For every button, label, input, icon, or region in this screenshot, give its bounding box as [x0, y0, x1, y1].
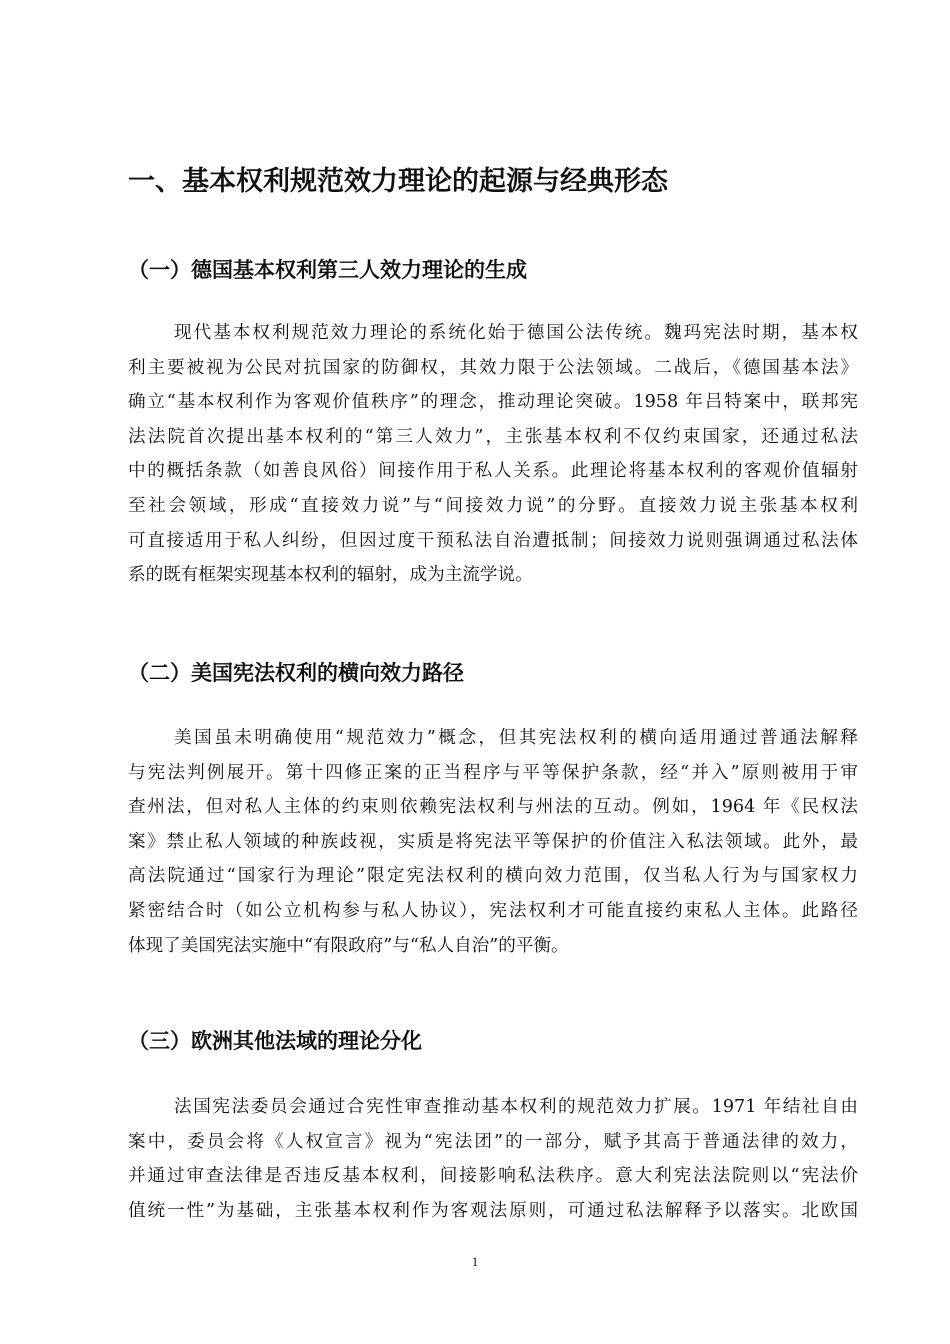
page-number: 1	[471, 1254, 479, 1269]
paragraph-line: 法法院首次提出基本权利的“第三人效力”，主张基本权利不仅约束国家，还通过私法	[128, 426, 858, 447]
paragraph-line: 中的概括条款（如善良风俗）间接作用于私人关系。此理论将基本权利的客观价值辐射	[128, 461, 858, 482]
paragraph-line: 查州法，但对私人主体的约束则依赖宪法权利与州法的互动。例如，1964 年《民权法	[128, 797, 858, 818]
subsection-heading-2: （二）美国宪法权利的横向效力路径	[128, 661, 464, 685]
subsection-heading-3: （三）欧洲其他法域的理论分化	[128, 1029, 422, 1053]
paragraph-1	[128, 316, 858, 593]
subsection-heading-1: （一）德国基本权利第三人效力理论的生成	[128, 258, 527, 282]
paragraph-line: 并通过审查法律是否违反基本权利，间接影响私法秩序。意大利宪法法院则以“宪法价	[128, 1166, 858, 1187]
paragraph-line: 与宪法判例展开。第十四修正案的正当程序与平等保护条款，经“并入”原则被用于审	[128, 762, 858, 783]
paragraph-line: 值统一性”为基础，主张基本权利作为客观法原则，可通过私法解释予以落实。北欧国	[128, 1200, 858, 1221]
paragraph-3	[128, 1090, 858, 1228]
paragraph-line: 体现了美国宪法实施中“有限政府”与“私人自治”的平衡。	[128, 935, 569, 956]
section-heading: 一、基本权利规范效力理论的起源与经典形态	[128, 166, 668, 197]
paragraph-line: 可直接适用于私人纠纷，但因过度干预私法自治遭抵制；间接效力说则强调通过私法体	[128, 530, 858, 551]
paragraph-line: 案》禁止私人领域的种族歧视，实质是将宪法平等保护的价值注入私法领域。此外，最	[128, 831, 858, 852]
paragraph-line: 利主要被视为公民对抗国家的防御权，其效力限于公法领域。二战后，《德国基本法》	[128, 357, 858, 378]
paragraph-line: 法国宪法委员会通过合宪性审查推动基本权利的规范效力扩展。1971 年结社自由	[174, 1097, 858, 1117]
paragraph-2	[128, 721, 858, 963]
paragraph-line: 至社会领域，形成“直接效力说”与“间接效力说”的分野。直接效力说主张基本权利	[128, 495, 858, 516]
paragraph-line: 确立“基本权利作为客观价值秩序”的理念，推动理论突破。1958 年吕特案中，联邦宪	[128, 392, 858, 413]
paragraph-line: 高法院通过“国家行为理论”限定宪法权利的横向效力范围，仅当私人行为与国家权力	[128, 866, 858, 887]
paragraph-line: 现代基本权利规范效力理论的系统化始于德国公法传统。魏玛宪法时期，基本权	[174, 323, 858, 343]
paragraph-line: 美国虽未明确使用“规范效力”概念，但其宪法权利的横向适用通过普通法解释	[174, 728, 858, 748]
paragraph-line: 紧密结合时（如公立机构参与私人协议），宪法权利才可能直接约束私人主体。此路径	[128, 900, 858, 921]
paragraph-line: 系的既有框架实现基本权利的辐射，成为主流学说。	[128, 565, 533, 586]
paragraph-line: 案中，委员会将《人权宣言》视为“宪法团”的一部分，赋予其高于普通法律的效力，	[128, 1131, 858, 1152]
